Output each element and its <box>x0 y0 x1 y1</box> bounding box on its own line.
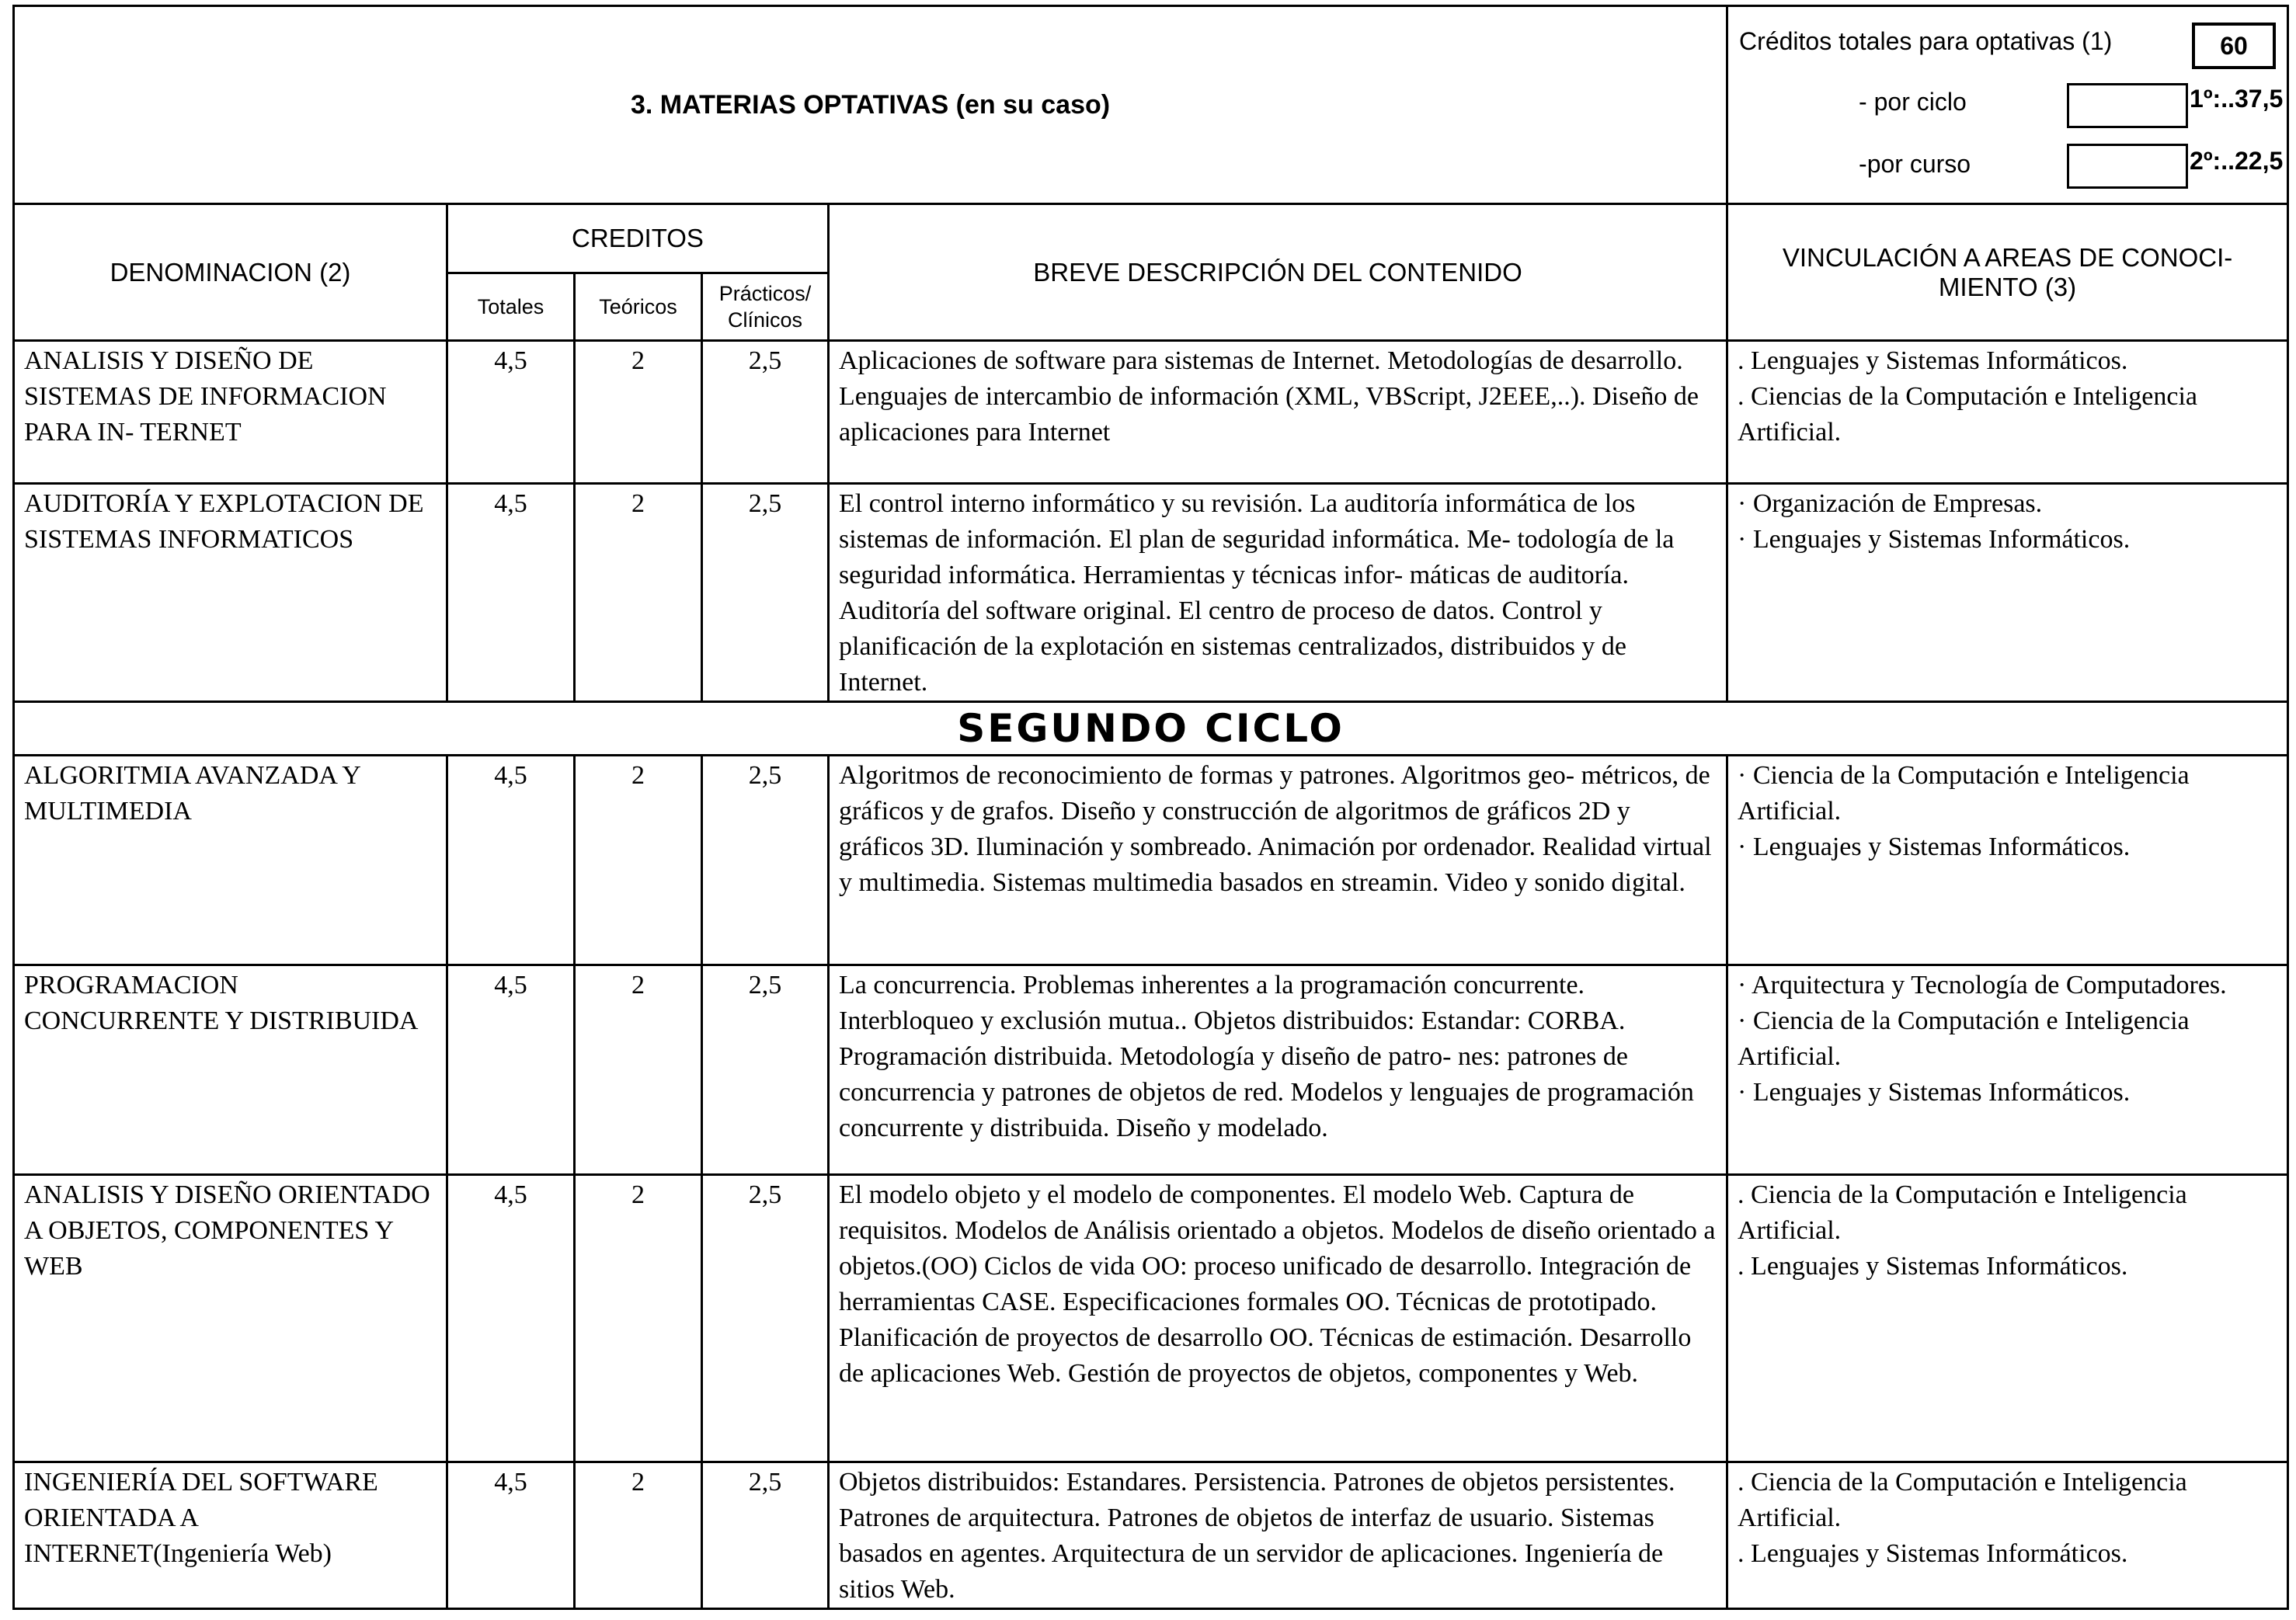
subject-description: El modelo objeto y el modelo de componentes. El modelo Web. Captura de requisitos. Modelos de Análisis orientado a objetos. Modelos de diseño orientado a objetos.(OO) Ciclos de vida OO: proceso unificado de desarrollo. Integración de herramientas CASE. Especificaciones formales OO. Técnicas de prototipado. Planificación de proyectos de desarrollo OO. Técnicas de estimación. Desarrollo de aplicaciones Web. Gestión de proyectos de objetos, componentes y Web. <box>829 1175 1727 1462</box>
knowledge-area-item: · Lenguajes y Sistemas Informáticos. <box>1738 833 2131 861</box>
credits-total-box: 60 <box>2192 23 2276 69</box>
credits-totales: 4,5 <box>447 341 575 484</box>
per-course-label: -por curso <box>1859 150 1971 178</box>
knowledge-area-item: · Ciencia de la Computación e Inteligencia Artificial. <box>1738 761 2190 826</box>
knowledge-area-item: . Lenguajes y Sistemas Informáticos. <box>1738 346 2128 375</box>
subject-name: AUDITORÍA Y EXPLOTACION DE SISTEMAS INFORMATICOS <box>14 484 447 702</box>
subject-description: Aplicaciones de software para sistemas de Internet. Metodologías de desarrollo. Lenguajes de intercambio de información (XML, VBScript, J2EEE,..). Diseño de aplicaciones para Internet <box>829 341 1727 484</box>
credits-totales: 4,5 <box>447 484 575 702</box>
header-practicos: Prácticos/ Clínicos <box>702 273 829 341</box>
subject-name: ALGORITMIA AVANZADA Y MULTIMEDIA <box>14 756 447 965</box>
credits-totales: 4,5 <box>447 1462 575 1609</box>
credits-total-label: Créditos totales para optativas (1) <box>1739 27 2113 55</box>
header-totales: Totales <box>447 273 575 341</box>
credits-teoricos: 2 <box>575 484 702 702</box>
subject-row <box>14 965 2288 1175</box>
credits-teoricos: 2 <box>575 1462 702 1609</box>
credits-totales: 4,5 <box>447 1175 575 1462</box>
subject-description: La concurrencia. Problemas inherentes a la programación concurrente. Interbloqueo y exclusión mutua.. Objetos distribuidos: Estandar: CORBA. Programación distribuida. Metodología y diseño de patro- nes: patrones de concurrencia y patrones de objetos de red. Modelos y lenguajes de programación concurrente y distribuida. Diseño y modelado. <box>829 965 1727 1175</box>
credits-practicos: 2,5 <box>702 756 829 965</box>
credits-summary <box>1727 6 2288 204</box>
knowledge-areas <box>1727 341 2288 484</box>
cycle2-credits: 2º:..22,5 <box>2190 147 2284 175</box>
header-descripcion: BREVE DESCRIPCIÓN DEL CONTENIDO <box>829 204 1727 341</box>
knowledge-areas <box>1727 484 2288 702</box>
subject-row <box>14 756 2288 965</box>
subject-row <box>14 1462 2288 1609</box>
header-teoricos: Teóricos <box>575 273 702 341</box>
credits-teoricos: 2 <box>575 965 702 1175</box>
per-cycle-label: - por ciclo <box>1859 88 1967 116</box>
credits-teoricos: 2 <box>575 1175 702 1462</box>
knowledge-area-item: · Lenguajes y Sistemas Informáticos. <box>1738 1078 2131 1107</box>
knowledge-areas <box>1727 756 2288 965</box>
subject-description: Algoritmos de reconocimiento de formas y patrones. Algoritmos geo- métricos, de gráficos y de grafos. Diseño y construcción de algoritmos de gráficos 2D y gráficos 3D. Iluminación y sombreado. Animación por ordenador. Realidad virtual y multimedia. Sistemas multimedia basados en streamin. Video y sonido digital. <box>829 756 1727 965</box>
per-course-box <box>2067 144 2188 189</box>
subject-name: PROGRAMACION CONCURRENTE Y DISTRIBUIDA <box>14 965 447 1175</box>
subject-description: El control interno informático y su revisión. La auditoría informática de los sistemas de información. El plan de seguridad informática. Me- todología de la seguridad informática. Herramientas y técnicas infor- máticas de auditoría. Auditoría del software original. El centro de proceso de datos. Control y planificación de la explotación en sistemas centralizados, distribuidos y de Internet. <box>829 484 1727 702</box>
knowledge-area-item: · Ciencia de la Computación e Inteligencia Artificial. <box>1738 1006 2190 1071</box>
title-row <box>14 6 2288 204</box>
section-heading: 3. MATERIAS OPTATIVAS (en su caso) <box>14 6 1727 204</box>
credits-teoricos: 2 <box>575 341 702 484</box>
credits-practicos: 2,5 <box>702 1462 829 1609</box>
knowledge-area-item: · Organización de Empresas. <box>1738 489 2043 518</box>
knowledge-area-item: . Ciencias de la Computación e Inteligencia Artificial. <box>1738 382 2198 447</box>
credits-practicos: 2,5 <box>702 1175 829 1462</box>
first-cycle-rows <box>14 341 2288 702</box>
subject-name: ANALISIS Y DISEÑO DE SISTEMAS DE INFORMACION PARA IN- TERNET <box>14 341 447 484</box>
knowledge-areas <box>1727 1462 2288 1609</box>
credits-practicos: 2,5 <box>702 484 829 702</box>
cycle1-credits: 1º:..37,5 <box>2190 85 2284 113</box>
knowledge-areas <box>1727 965 2288 1175</box>
credits-practicos: 2,5 <box>702 341 829 484</box>
credits-totales: 4,5 <box>447 965 575 1175</box>
subject-row <box>14 484 2288 702</box>
segundo-ciclo-title: SEGUNDO CICLO <box>957 706 1345 751</box>
knowledge-area-item: . Lenguajes y Sistemas Informáticos. <box>1738 1539 2128 1568</box>
subject-name: INGENIERÍA DEL SOFTWARE ORIENTADA A INTERNET(Ingeniería Web) <box>14 1462 447 1609</box>
header-vinculacion: VINCULACIÓN A AREAS DE CONOCI- MIENTO (3) <box>1727 204 2288 341</box>
credits-totales: 4,5 <box>447 756 575 965</box>
knowledge-area-item: · Lenguajes y Sistemas Informáticos. <box>1738 525 2131 554</box>
subject-description: Objetos distribuidos: Estandares. Persistencia. Patrones de objetos persistentes. Patrones de arquitectura. Patrones de objetos de interfaz de usuario. Sistemas basados en agentes. Arquitectura de un servidor de aplicaciones. Ingeniería de sitios Web. <box>829 1462 1727 1609</box>
header-creditos: CREDITOS <box>447 204 829 273</box>
knowledge-area-item: . Lenguajes y Sistemas Informáticos. <box>1738 1252 2128 1281</box>
subject-name: ANALISIS Y DISEÑO ORIENTADO A OBJETOS, COMPONENTES Y WEB <box>14 1175 447 1462</box>
knowledge-areas <box>1727 1175 2288 1462</box>
section-divider <box>14 702 2288 756</box>
knowledge-area-item: . Ciencia de la Computación e Inteligencia Artificial. <box>1738 1180 2187 1245</box>
column-header-row <box>14 204 2288 273</box>
section-divider-row <box>14 702 2288 756</box>
header-denominacion: DENOMINACION (2) <box>14 204 447 341</box>
subject-row <box>14 1175 2288 1462</box>
document-page <box>12 5 2287 1610</box>
second-cycle-rows <box>14 756 2288 1609</box>
knowledge-area-item: . Ciencia de la Computación e Inteligencia Artificial. <box>1738 1468 2187 1532</box>
subject-row <box>14 341 2288 484</box>
knowledge-area-item: · Arquitectura y Tecnología de Computadores. <box>1738 971 2227 999</box>
credits-practicos: 2,5 <box>702 965 829 1175</box>
credits-teoricos: 2 <box>575 756 702 965</box>
optional-subjects-table <box>12 5 2289 1610</box>
per-cycle-box <box>2067 83 2188 128</box>
